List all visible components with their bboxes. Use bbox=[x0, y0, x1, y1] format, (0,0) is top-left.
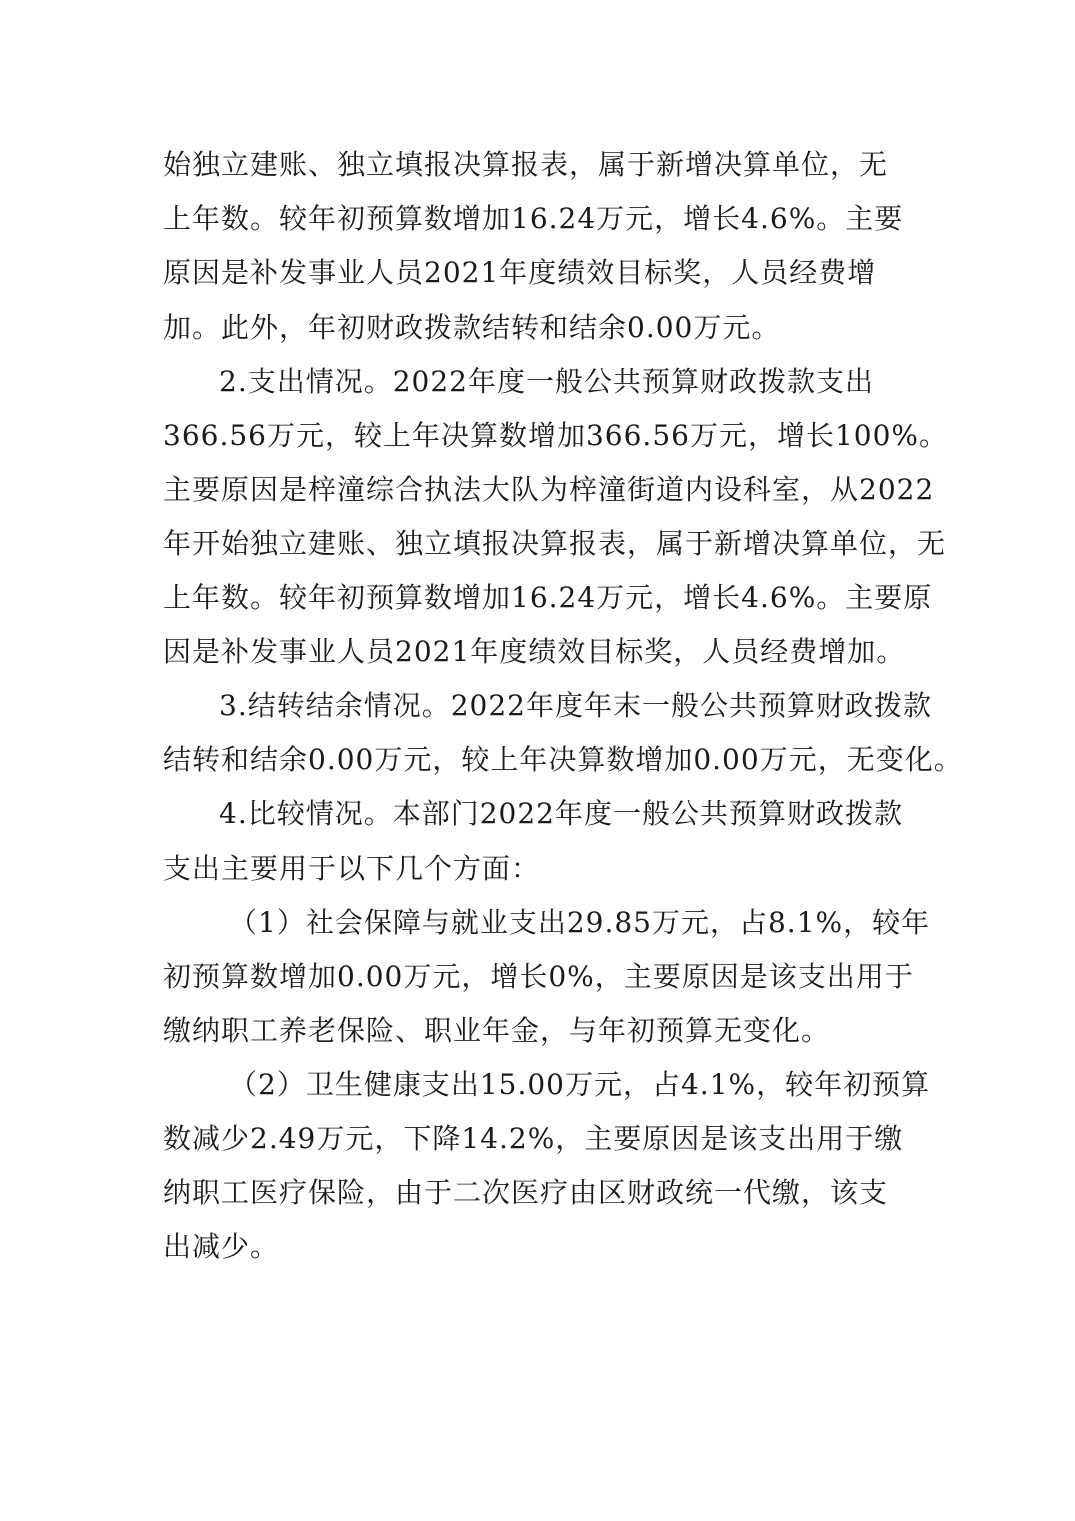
item-1-line: （1）社会保障与就业支出29.85万元，占8.1%，较年 bbox=[229, 906, 931, 939]
text-line: 主要原因是梓潼综合执法大队为梓潼街道内设科室，从2022 bbox=[163, 473, 935, 506]
text-line: 纳职工医疗保险，由于二次医疗由区财政统一代缴，该支 bbox=[163, 1176, 889, 1209]
text-line: 年开始独立建账、独立填报决算报表，属于新增决算单位，无 bbox=[163, 527, 947, 560]
text-line: 上年数。较年初预算数增加16.24万元，增长4.6%。主要 bbox=[163, 202, 904, 235]
text-line: 原因是补发事业人员2021年度绩效目标奖，人员经费增 bbox=[163, 256, 877, 289]
item-2-line: （2）卫生健康支出15.00万元，占4.1%，较年初预算 bbox=[229, 1068, 931, 1101]
text-line: 结转和结余0.00万元，较上年决算数增加0.00万元，无变化。 bbox=[163, 743, 963, 776]
text-line: 始独立建账、独立填报决算报表，属于新增决算单位，无 bbox=[163, 148, 889, 181]
text-line: 366.56万元，较上年决算数增加366.56万元，增长100%。 bbox=[163, 419, 948, 452]
text-line: 出减少。 bbox=[163, 1230, 280, 1263]
section-4-heading-line: 4.比较情况。本部门2022年度一般公共预算财政拨款 bbox=[219, 797, 903, 830]
section-2-heading-line: 2.支出情况。2022年度一般公共预算财政拨款支出 bbox=[219, 365, 874, 398]
text-line: 支出主要用于以下几个方面： bbox=[163, 852, 541, 885]
section-3-heading-line: 3.结转结余情况。2022年度年末一般公共预算财政拨款 bbox=[219, 689, 932, 722]
text-line: 加。此外，年初财政拨款结转和结余0.00万元。 bbox=[163, 311, 781, 344]
text-line: 数减少2.49万元，下降14.2%，主要原因是该支出用于缴 bbox=[163, 1122, 904, 1155]
text-line: 上年数。较年初预算数增加16.24万元，增长4.6%。主要原 bbox=[163, 581, 933, 614]
text-line: 缴纳职工养老保险、职业年金，与年初预算无变化。 bbox=[163, 1014, 831, 1047]
text-line: 因是补发事业人员2021年度绩效目标奖，人员经费增加。 bbox=[163, 635, 906, 668]
text-line: 初预算数增加0.00万元，增长0%，主要原因是该支出用于 bbox=[163, 960, 914, 993]
